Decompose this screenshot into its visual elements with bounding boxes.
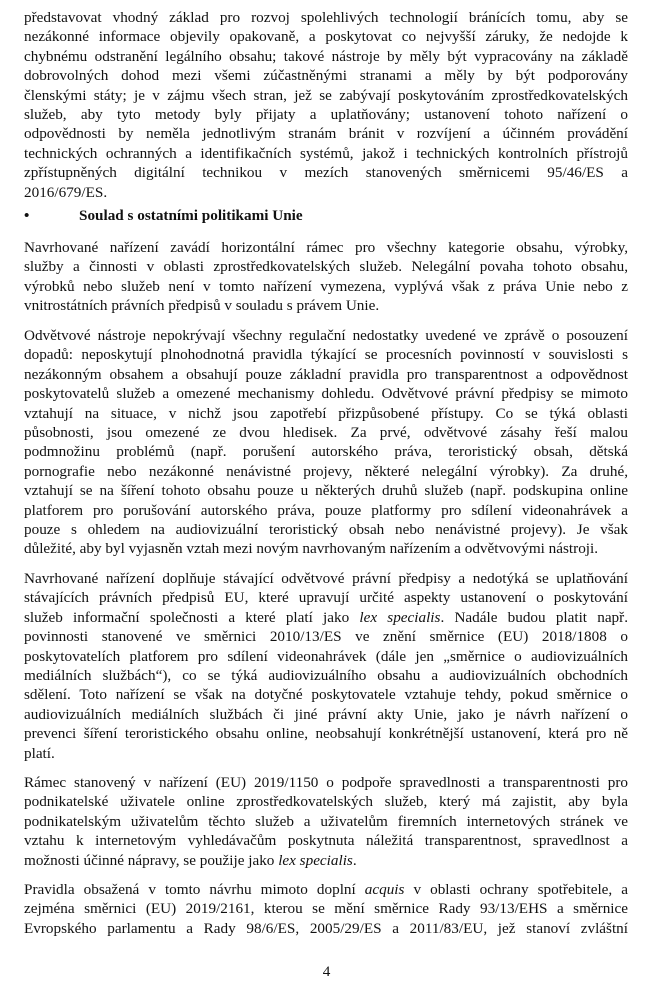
text-line: služby a činnosti v oblasti zprostředkovatelských služeb. Nelegální povaha tohoto obsahu,: [24, 258, 628, 276]
text-line: podnikatelským uživatelům těchto služeb a uživatelům firemních internetových stránek ve: [24, 812, 628, 830]
italic-term: lex specialis: [359, 608, 441, 626]
text-line: technických ochranných a identifikačních systémů, jakož i technických kontrolních přístrojů: [24, 144, 628, 162]
text-line: důležité, aby byl vyjasněn vztah mezi novým navrhovaným nařízením a odvětvovými nástroji.: [24, 540, 599, 558]
bullet-marker: •: [24, 207, 30, 224]
paragraph: [24, 569, 628, 763]
section-heading: [24, 206, 628, 225]
text-line: Navrhované nařízení zavádí horizontální rámec pro všechny kategorie obsahu, výrobky,: [24, 239, 628, 256]
text-line: Evropského parlamentu a Rady 98/6/ES, 2005/29/ES a 2011/83/EU, jež stanoví zvláštní: [24, 919, 628, 937]
text-line: audiovizuálních mediálních službách či jiné právní akty Unie, jako je návrh nařízení o: [24, 705, 628, 723]
paragraph: [24, 880, 628, 938]
text-line: vztahují na situace, v nichž jsou zapotřebí přizpůsobené přístupy. Co se týká oblasti: [24, 404, 628, 422]
text-line: pouze s ohledem na audiovizuální teroristický obsah nebo nenávistné projevy). Je však: [24, 520, 628, 538]
text-line: platforem pro porušování autorského práva, pouze platformy pro sdílení videonahrávek a: [24, 501, 628, 519]
text-line: povinnosti stanovené ve směrnici 2010/13/ES ve znění směrnice (EU) 2018/1808 o: [24, 628, 628, 646]
text-line: stávajících právních předpisů EU, které upravují určité aspekty ustanovení o poskytování: [24, 589, 628, 607]
text-line: členskými státy; je v zájmu všech stran, jež se zabývají poskytováním zprostředkovatelských: [24, 86, 628, 104]
text-line: sdělení. Toto nařízení se však na dotyčné poskytovatele vztahuje tehdy, pokud směrnice o: [24, 686, 628, 704]
text-line: 2016/679/ES.: [24, 183, 108, 201]
text-line: platí.: [24, 744, 55, 762]
text-line: nezákonným obsahem a obsahují pouze základní pravidla pro transparentnost a odpovědnost: [24, 365, 628, 383]
paragraph: [24, 238, 628, 316]
text-line: chybnému odstranění legálního obsahu; takové nástroje by měly být vypracovány na základě: [24, 47, 628, 65]
text-line: Pravidla obsažená v tomto návrhu mimoto doplní acquis v oblasti ochrany spotřebitele, a: [24, 881, 628, 898]
text-line: služeb informační společnosti a které platí jako lex specialis. Nadále budou platit např.: [24, 608, 628, 626]
section-heading-title: Soulad s ostatními politikami Unie: [79, 207, 303, 224]
text-line: možnosti účinné nápravy, se použije jako lex specialis.: [24, 851, 357, 869]
text-line: podmnožinu problémů (např. porušení autorského práva, teroristický obsah, dětská: [24, 443, 628, 461]
italic-term: lex specialis: [278, 851, 353, 869]
text-line: prevenci šíření teroristického obsahu online, neobsahují konkrétnější ustanovení, která pro ně: [24, 725, 628, 743]
text-line: představovat vhodný základ pro rozvoj spolehlivých technologií bránících tomu, aby se: [24, 9, 628, 26]
text-line: Rámec stanovený v nařízení (EU) 2019/1150 o podpoře spravedlnosti a transparentnosti pro: [24, 774, 628, 791]
text-line: Navrhované nařízení doplňuje stávající odvětvové právní předpisy a nedotýká se uplatňování: [24, 570, 628, 587]
text-line: vztahují se na šíření tohoto obsahu pouze u některých druhů služeb (např. podskupina online: [24, 482, 628, 500]
text-line: podnikatelské uživatele online zprostředkovatelských služeb, který má zajistit, aby byla: [24, 793, 628, 811]
text-line: zpřístupněných digitální technikou v mezích stanovených směrnicemi 95/46/ES a: [24, 164, 628, 182]
text-line: Odvětvové nástroje nepokrývají všechny regulační nedostatky uvedené ve zprávě o posouzení: [24, 327, 628, 344]
text-line: nezákonné informace objevily opakovaně, a poskytovat co nejvyšší záruky, že nedojde k: [24, 28, 628, 46]
italic-term: acquis: [364, 881, 405, 898]
page-number: 4: [322, 963, 331, 980]
paragraph: [24, 773, 628, 870]
text-line: dobrovolných dohod mezi všemi zúčastněnými stranami a měly by být podporovány: [24, 67, 628, 85]
text-line: poskytovatelů služeb a omezené mechanismy dohledu. Odvětvové právní předpisy se mimoto: [24, 385, 628, 403]
text-line: působnosti, jsou omezené ze dvou hledisek. Za prvé, odvětvové zásahy řeší malou: [24, 423, 628, 441]
text-line: pornografie nebo nezákonné nenávistné projevy, některé nelegální výrobky). Za druhé,: [24, 462, 628, 480]
text-line: vztahu k internetovým vyhledávačům poskytnuta náležitá transparentnost, spravedlnost a: [24, 832, 628, 850]
text-line: poskytovatelích platforem pro sdílení videonahrávek (dále jen „směrnice o audiovizuálních: [24, 647, 628, 665]
paragraph-continued: [24, 8, 628, 202]
text-line: dopadů: neposkytují plnohodnotná pravidla týkající se procesních povinností v souvislosti s: [24, 346, 628, 364]
text-line: zejména směrnici (EU) 2019/2161, kterou se mění směrnice Rady 93/13/EHS a směrnice: [24, 900, 628, 918]
text-line: mediálních službách“), co se týká audiovizuálního obsahu a audiovizuálních obchodních: [24, 666, 628, 684]
paragraph: [24, 326, 628, 559]
text-line: vnitrostátních právních předpisů v souladu s právem Unie.: [24, 297, 380, 315]
text-line: výrobků nebo služeb není v tomto nařízení vymezena, vyplývá však z práva Unie nebo z: [24, 277, 628, 295]
text-line: služeb, aby tyto metody byly přijaty a uplatňovány; ustanovení tohoto nařízení o: [24, 105, 628, 123]
text-line: odpovědnosti by neměla jednotlivým stranám bránit v rozvíjení a účinném provádění: [24, 125, 628, 143]
